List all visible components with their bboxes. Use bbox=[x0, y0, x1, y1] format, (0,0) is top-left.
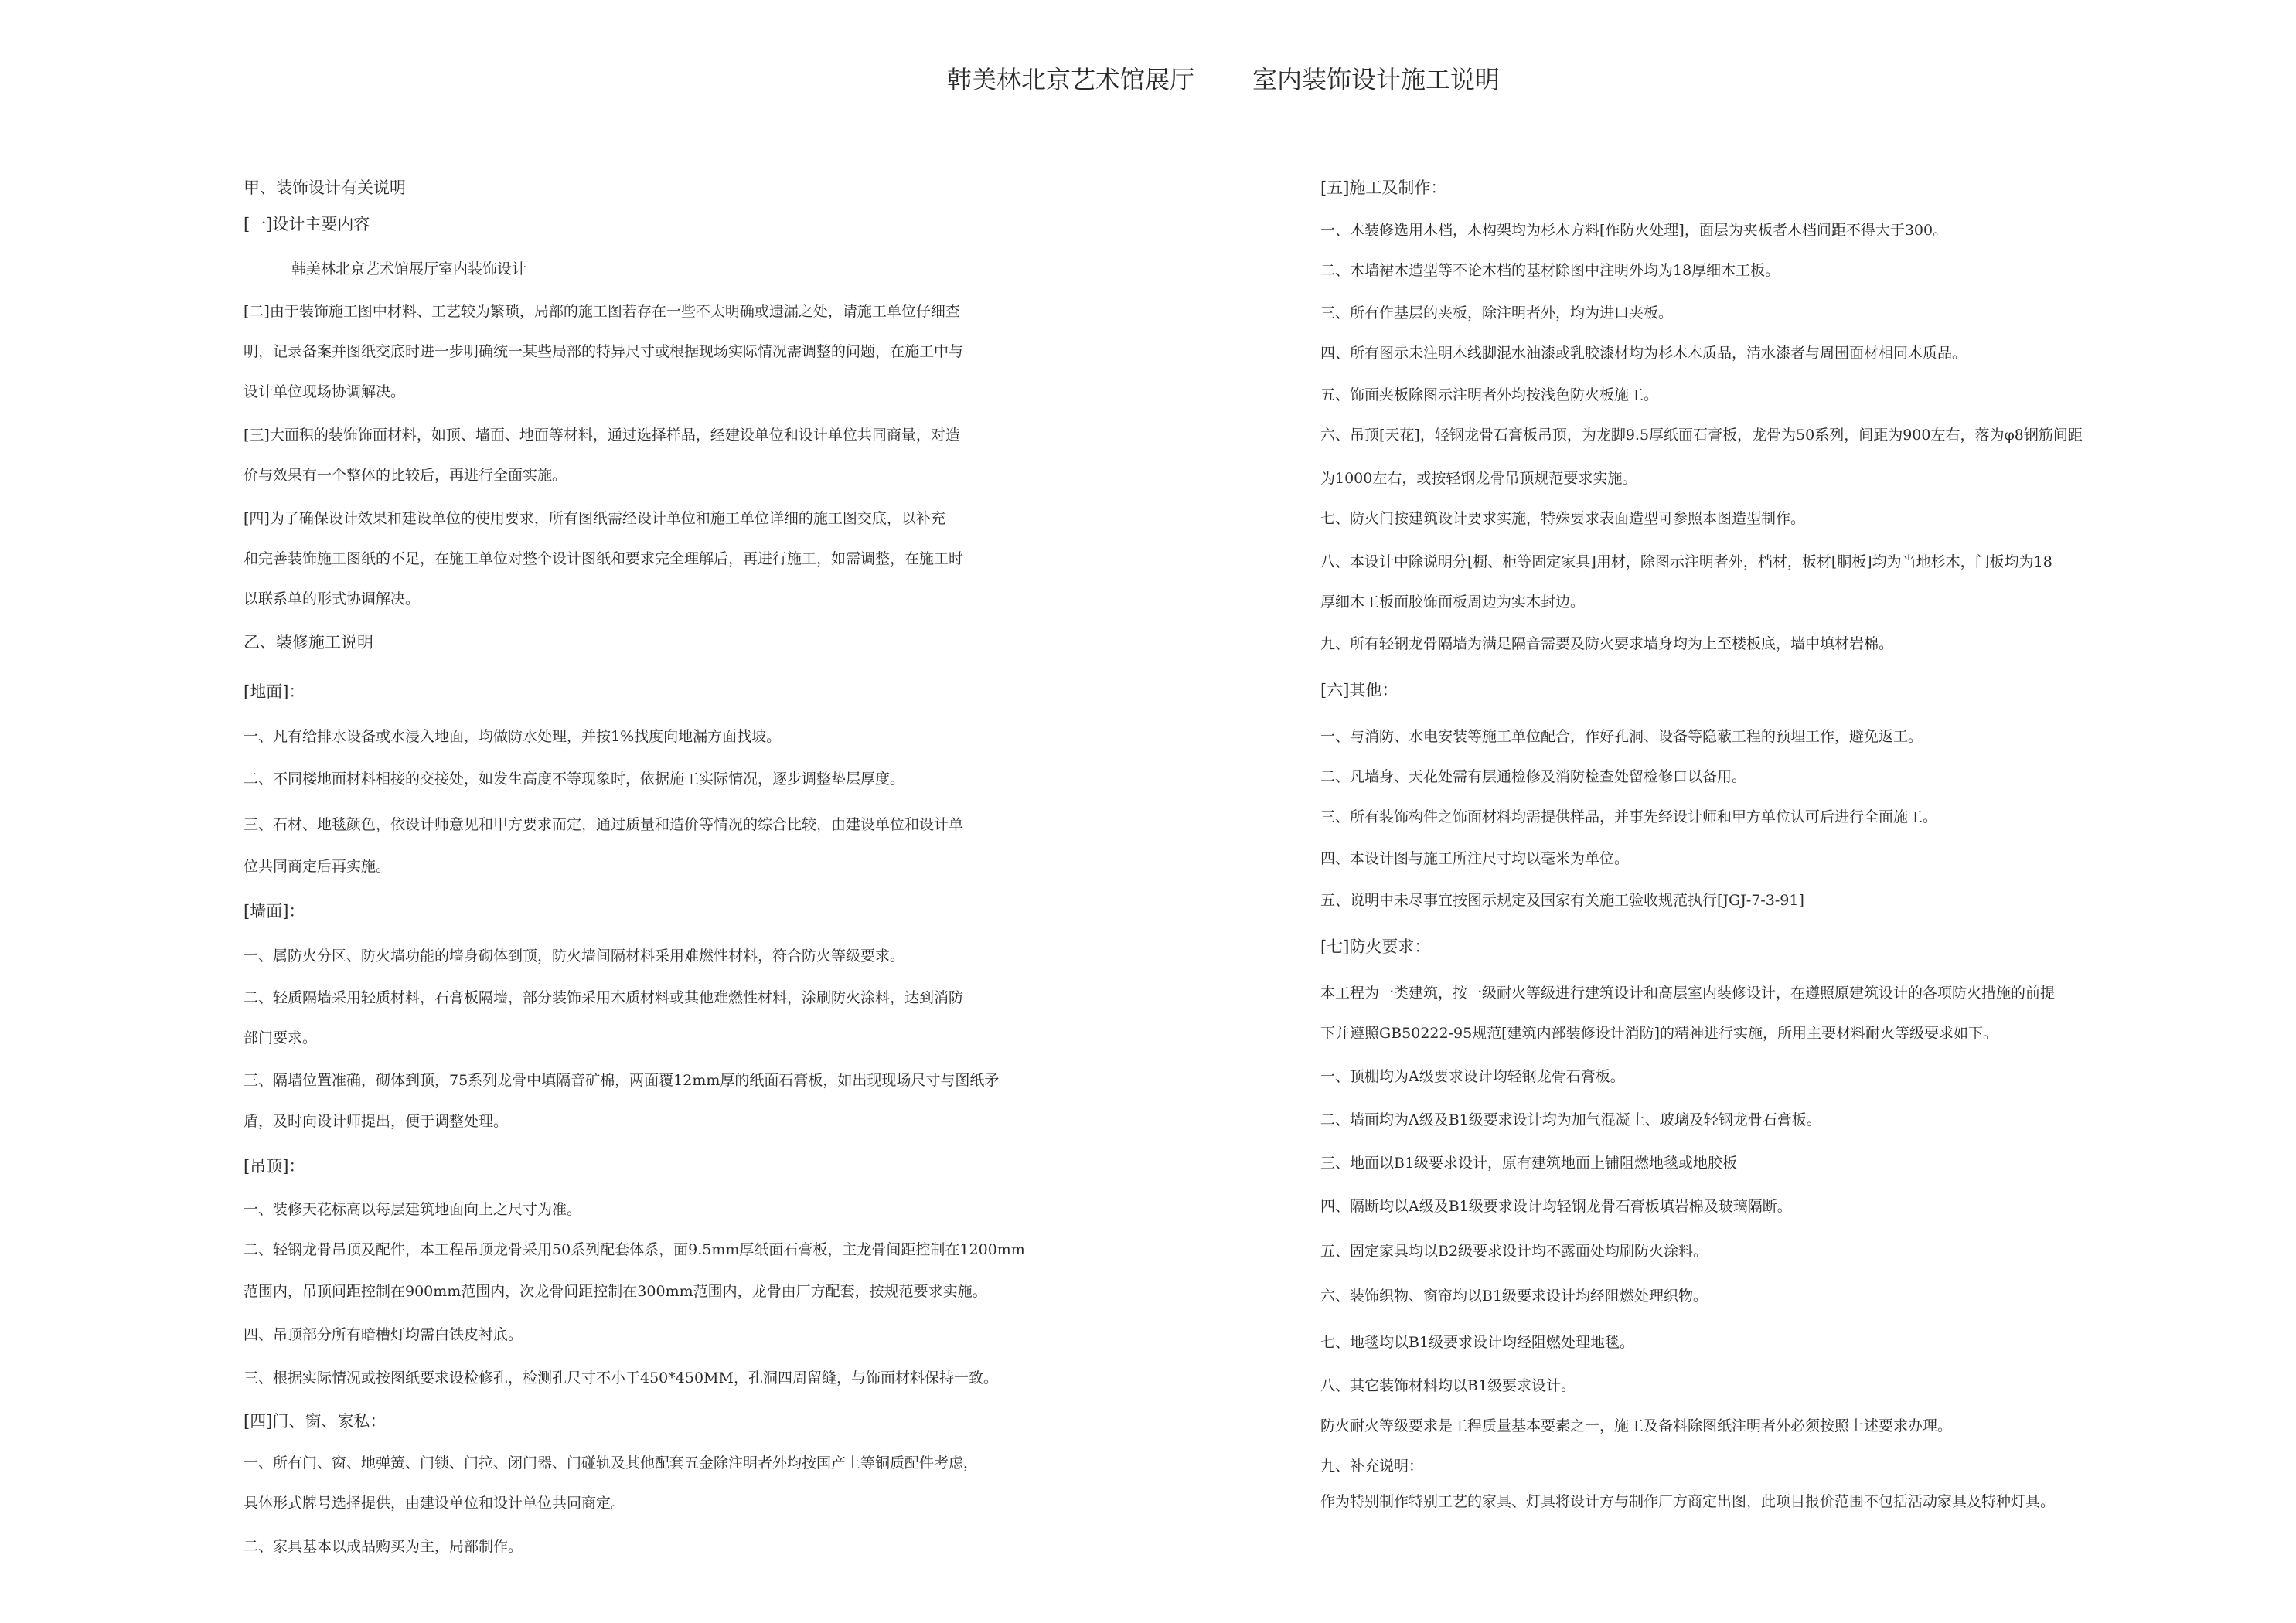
text-line: 九、所有轻钢龙骨隔墙为满足隔音需要及防火要求墙身均为上至楼板底，墙中填材岩棉。 bbox=[1320, 635, 1894, 652]
text-line: 和完善装饰施工图纸的不足，在施工单位对整个设计图纸和要求完全理解后，再进行施工，如需调整，在施工时 bbox=[244, 550, 964, 567]
text-line: 设计单位现场协调解决。 bbox=[244, 383, 406, 400]
text-line: 一、属防火分区、防火墙功能的墙身砌体到顶，防火墙间隔材料采用难燃性材料，符合防火等级要求。 bbox=[244, 948, 905, 965]
section-heading: 乙、装修施工说明 bbox=[244, 633, 373, 652]
text-line: 五、饰面夹板除图示注明者外均按浅色防火板施工。 bbox=[1320, 386, 1659, 403]
text-line: 七、防火门按建筑设计要求实施，特殊要求表面造型可参照本图造型制作。 bbox=[1320, 510, 1806, 527]
text-line: 二、墙面均为A级及B1级要求设计均为加气混凝土、玻璃及轻钢龙骨石膏板。 bbox=[1320, 1111, 1821, 1128]
text-line: 六、装饰织物、窗帘均以B1级要求设计均经阻燃处理织物。 bbox=[1320, 1288, 1708, 1305]
text-line: 一、木装修选用木档，木构架均为杉木方料[作防火处理]，面层为夹板者木档间距不得大于300。 bbox=[1320, 222, 1948, 239]
text-line: 一、装修天花标高以每层建筑地面向上之尺寸为准。 bbox=[244, 1201, 582, 1218]
section-heading: [四]门、窗、家私： bbox=[244, 1412, 387, 1431]
text-line: 八、其它装饰材料均以B1级要求设计。 bbox=[1320, 1377, 1576, 1394]
text-line: 一、与消防、水电安装等施工单位配合，作好孔洞、设备等隐蔽工程的预埋工作，避免返工。 bbox=[1320, 728, 1923, 745]
text-line: 二、凡墙身、天花处需有层通检修及消防检查处留检修口以备用。 bbox=[1320, 768, 1747, 785]
text-line: [四]为了确保设计效果和建设单位的使用要求，所有图纸需经设计单位和施工单位详细的施工图交底，以补充 bbox=[244, 510, 945, 527]
text-line: 三、石材、地毯颜色，依设计师意见和甲方要求而定，通过质量和造价等情况的综合比较，由建设单位和设计单 bbox=[244, 816, 964, 833]
text-line: 四、吊顶部分所有暗槽灯均需白铁皮衬底。 bbox=[244, 1326, 523, 1343]
text-line: 下并遵照GB50222-95规范[建筑内部装修设计消防]的精神进行实施，所用主要材料耐火等级要求如下。 bbox=[1320, 1025, 1998, 1042]
document-header bbox=[0, 60, 2296, 107]
section-heading: [七]防火要求： bbox=[1320, 937, 1431, 956]
text-line: 八、本设计中除说明分[橱、柜等固定家具]用材，除图示注明者外，档材，板材[胴板]均为当地杉木，门板均为18 bbox=[1320, 553, 2052, 570]
text-line: 六、吊顶[天花]，轻钢龙骨石膏板吊顶，为龙脚9.5厚纸面石膏板，龙骨为50系列，间距为900左右，落为φ8钢筋间距 bbox=[1320, 427, 2083, 444]
text-line: 厚细木工板面胶饰面板周边为实木封边。 bbox=[1320, 594, 1586, 611]
text-line: 七、地毯均以B1级要求设计均经阻燃处理地毯。 bbox=[1320, 1334, 1635, 1351]
text-line: [三]大面积的装饰饰面材料，如顶、墙面、地面等材料，通过选择样品，经建设单位和设计单位共同商量，对造 bbox=[244, 427, 960, 444]
document-subtitle: 室内装饰设计施工说明 bbox=[1252, 65, 1501, 94]
section-heading: [吊顶]： bbox=[244, 1157, 305, 1176]
text-line: 三、所有作基层的夹板，除注明者外，均为进口夹板。 bbox=[1320, 305, 1674, 322]
text-line: 以联系单的形式协调解决。 bbox=[244, 590, 421, 607]
section-heading: [六]其他： bbox=[1320, 681, 1398, 699]
text-line: 四、隔断均以A级及B1级要求设计均轻钢龙骨石膏板填岩棉及玻璃隔断。 bbox=[1320, 1198, 1792, 1215]
text-line: 防火耐火等级要求是工程质量基本要素之一，施工及备料除图纸注明者外必须按照上述要求办理。 bbox=[1320, 1417, 1953, 1434]
text-line: 盾，及时向设计师提出，便于调整处理。 bbox=[244, 1113, 509, 1130]
text-line: 具体形式牌号选择提供，由建设单位和设计单位共同商定。 bbox=[244, 1495, 626, 1512]
text-line: 五、说明中未尽事宜按图示规定及国家有关施工验收规范执行[JGJ-7-3-91] bbox=[1320, 892, 1804, 909]
section-heading: 甲、装饰设计有关说明 bbox=[244, 179, 406, 197]
text-line: 明，记录备案并图纸交底时进一步明确统一某些局部的特异尺寸或根据现场实际情况需调整的问题，在施工中与 bbox=[244, 343, 964, 360]
text-line: 九、补充说明： bbox=[1320, 1458, 1424, 1475]
text-line: 一、所有门、窗、地弹簧、门锁、门拉、闭门器、门碰轨及其他配套五金除注明者外均按国产上等铜质配件考虑， bbox=[244, 1455, 979, 1472]
section-heading: [一]设计主要内容 bbox=[244, 215, 370, 233]
text-line: 四、所有图示未注明木线脚混水油漆或乳胶漆材均为杉木木质品，清水漆者与周围面材相同木质品。 bbox=[1320, 345, 1967, 362]
section-heading: [地面]： bbox=[244, 682, 305, 701]
text-line: 三、地面以B1级要求设计，原有建筑地面上铺阻燃地毯或地胶板 bbox=[1320, 1155, 1738, 1172]
text-line: 二、家具基本以成品购买为主，局部制作。 bbox=[244, 1538, 523, 1555]
text-line: 本工程为一类建筑，按一级耐火等级进行建筑设计和高层室内装修设计，在遵照原建筑设计的各项防火措施的前提 bbox=[1320, 985, 2056, 1002]
text-line: 二、轻钢龙骨吊顶及配件，本工程吊顶龙骨采用50系列配套体系，面9.5mm厚纸面石膏板，主龙骨间距控制在1200mm bbox=[244, 1241, 1025, 1258]
text-line: [二]由于装饰施工图中材料、工艺较为繁琐，局部的施工图若存在一些不太明确或遗漏之处，请施工单位仔细查 bbox=[244, 303, 960, 320]
document-title: 韩美林北京艺术馆展厅 bbox=[947, 65, 1195, 94]
section-heading: [墙面]： bbox=[244, 902, 305, 920]
text-line: 三、隔墙位置准确，砌体到顶，75系列龙骨中填隔音矿棉，两面覆12mm厚的纸面石膏板，如出现现场尺寸与图纸矛 bbox=[244, 1072, 1000, 1089]
text-line: 韩美林北京艺术馆展厅室内装饰设计 bbox=[291, 260, 527, 277]
text-line: 四、本设计图与施工所注尺寸均以毫米为单位。 bbox=[1320, 850, 1630, 867]
text-line: 三、根据实际情况或按图纸要求设检修孔，检测孔尺寸不小于450*450MM，孔洞四周留缝，与饰面材料保持一致。 bbox=[244, 1370, 998, 1387]
text-line: 范围内，吊顶间距控制在900mm范围内，次龙骨间距控制在300mm范围内，龙骨由厂方配套，按规范要求实施。 bbox=[244, 1283, 987, 1300]
section-heading: [五]施工及制作： bbox=[1320, 179, 1447, 197]
text-line: 二、不同楼地面材料相接的交接处，如发生高度不等现象时，依据施工实际情况，逐步调整垫层厚度。 bbox=[244, 771, 905, 788]
text-line: 作为特别制作特别工艺的家具、灯具将设计方与制作厂方商定出图，此项目报价范围不包括活动家具及特种灯具。 bbox=[1320, 1493, 2056, 1510]
text-line: 二、木墙裙木造型等不论木档的基材除图中注明外均为18厚细木工板。 bbox=[1320, 262, 1780, 279]
text-line: 部门要求。 bbox=[244, 1029, 318, 1046]
text-line: 一、凡有给排水设备或水浸入地面，均做防水处理，并按1%找度向地漏方面找坡。 bbox=[244, 728, 782, 745]
text-line: 五、固定家具均以B2级要求设计均不露面处均刷防火涂料。 bbox=[1320, 1243, 1708, 1260]
text-line: 三、所有装饰构件之饰面材料均需提供样品，并事先经设计师和甲方单位认可后进行全面施工。 bbox=[1320, 808, 1938, 825]
text-line: 一、顶棚均为A级要求设计均轻钢龙骨石膏板。 bbox=[1320, 1068, 1625, 1085]
text-line: 为1000左右，或按轻钢龙骨吊顶规范要求实施。 bbox=[1320, 470, 1637, 487]
text-line: 位共同商定后再实施。 bbox=[244, 858, 391, 875]
text-line: 二、轻质隔墙采用轻质材料，石膏板隔墙，部分装饰采用木质材料或其他难燃性材料，涂刷防火涂料，达到消防 bbox=[244, 989, 964, 1006]
text-line: 价与效果有一个整体的比较后，再进行全面实施。 bbox=[244, 467, 567, 484]
